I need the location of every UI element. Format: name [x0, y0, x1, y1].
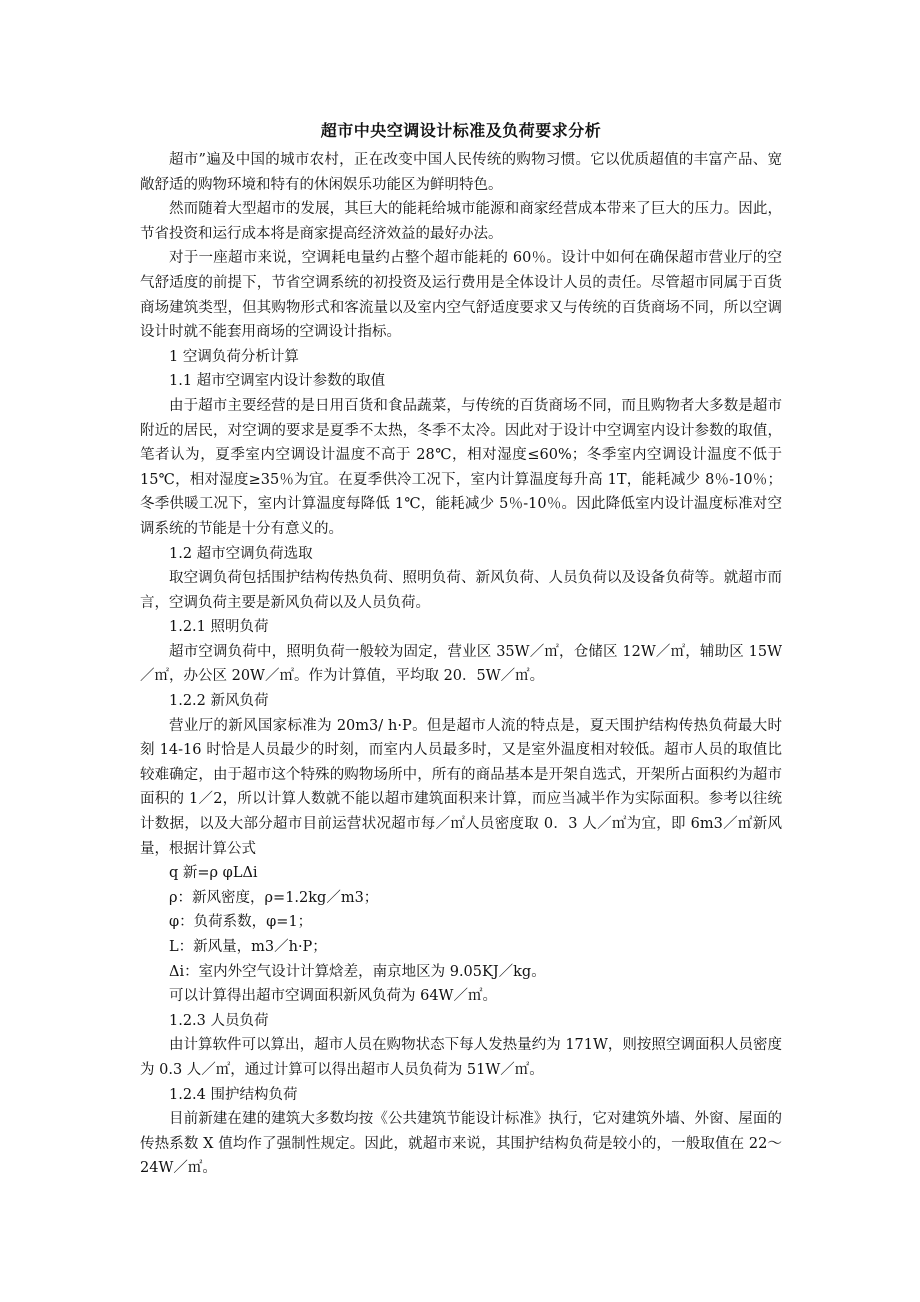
paragraph-personnel-load: 由计算软件可以算出，超市人员在购物状态下每人发热量约为 171W，则按照空调面积人员密度为 0.3 人／㎡，通过计算可以得出超市人员负荷为 51W／㎡。 [140, 1037, 782, 1078]
paragraph-design-parameters: 由于超市主要经营的是日用百货和食品蔬菜，与传统的百货商场不同，而且购物者大多数是超市附近的居民，对空调的要求是夏季不太热，冬季不太冷。因此对于设计中空调室内设计参数的取值，笔者认为，夏季室内空调设计温度不高于 28℃，相对湿度≤60%；冬季室内空调设计温度不低于 15℃，相对湿度≥35％为宜。在夏季供冷工况下，室内计算温度每升高 1T，能耗减少 8％-10％；冬季供暖工况下，室内计算温度每降低 1℃，能耗减少 5％-10％。因此降低室内设计温度标准对空调系统的节能是十分有意义的。 [140, 397, 782, 537]
paragraph-energy-pressure: 然而随着大型超市的发展，其巨大的能耗给城市能源和商家经营成本带来了巨大的压力。因此，节省投资和运行成本将是商家提高经济效益的最好办法。 [140, 201, 782, 242]
document-title: 超市中央空调设计标准及负荷要求分析 [320, 121, 602, 140]
paragraph-envelope-load: 目前新建在建的建筑大多数均按《公共建筑节能设计标准》执行，它对建筑外墙、外窗、屋面的传热系数 X 值均作了强制性规定。因此，就超市来说，其围护结构负荷是较小的，一般取值在 22～24W／㎡。 [140, 1111, 782, 1177]
paragraph-load-selection: 取空调负荷包括围护结构传热负荷、照明负荷、新风负荷、人员负荷以及设备负荷等。就超市而言，空调负荷主要是新风负荷以及人员负荷。 [140, 570, 782, 611]
section-heading-1-1: 1.1 超市空调室内设计参数的取值 [169, 373, 386, 390]
document-page [140, 120, 782, 1181]
paragraph-intro: 超市”遍及中国的城市农村，正在改变中国人民传统的购物习惯。它以优质超值的丰富产品、宽敞舒适的购物环境和特有的休闲娱乐功能区为鲜明特色。 [140, 152, 782, 193]
section-heading-1-2-4: 1.2.4 围护结构负荷 [169, 1086, 298, 1103]
paragraph-energy-share: 对于一座超市来说，空调耗电量约占整个超市能耗的 60％。设计中如何在确保超市营业厅的空气舒适度的前提下，节省空调系统的初投资及运行费用是全体设计人员的责任。尽管超市同属于百货商场建筑类型，但其购物形式和客流量以及室内空气舒适度要求又与传统的百货商场不同，所以空调设计时就不能套用商场的空调设计指标。 [140, 250, 782, 341]
formula-var-enthalpy: Δi：室内外空气设计计算焓差，南京地区为 9.05KJ／kg。 [169, 963, 546, 980]
section-heading-1-2-2: 1.2.2 新风负荷 [169, 693, 269, 710]
formula-var-coefficient: φ：负荷系数，φ=1； [169, 914, 313, 931]
formula-fresh-air: q 新=ρ φLΔi [169, 865, 258, 882]
section-heading-1-2: 1.2 超市空调负荷选取 [169, 545, 313, 562]
section-heading-1: 1 空调负荷分析计算 [169, 348, 299, 365]
paragraph-fresh-air-load: 营业厅的新风国家标准为 20m3/ h·P。但是超市人流的特点是，夏天围护结构传热负荷最大时刻 14-16 时恰是人员最少的时刻，而室内人员最多时，又是室外温度相对较低。超市人员的取值比较难确定，由于超市这个特殊的购物场所中，所有的商品基本是开架自选式，开架所占面积约为超市面积的 1／2，所以计算人数就不能以超市建筑面积来计算，而应当减半作为实际面积。参考以往统计数据，以及大部分超市目前运营状况超市每／㎡人员密度取 0．3 人／㎡为宜，即 6m3／㎡新风量，根据计算公式 [140, 717, 782, 857]
section-heading-1-2-3: 1.2.3 人员负荷 [169, 1012, 269, 1029]
formula-var-airflow: L：新风量，m3／h·P； [169, 939, 327, 955]
paragraph-lighting-load: 超市空调负荷中，照明负荷一般较为固定，营业区 35W／㎡，仓储区 12W／㎡，辅助区 15W／㎡，办公区 20W／㎡。作为计算值，平均取 20．5W／㎡。 [140, 643, 782, 685]
section-heading-1-2-1: 1.2.1 照明负荷 [169, 619, 269, 636]
paragraph-fresh-air-result: 可以计算得出超市空调面积新风负荷为 64W／㎡。 [169, 988, 497, 1005]
formula-var-density: ρ：新风密度，ρ=1.2kg／m3； [169, 889, 379, 906]
